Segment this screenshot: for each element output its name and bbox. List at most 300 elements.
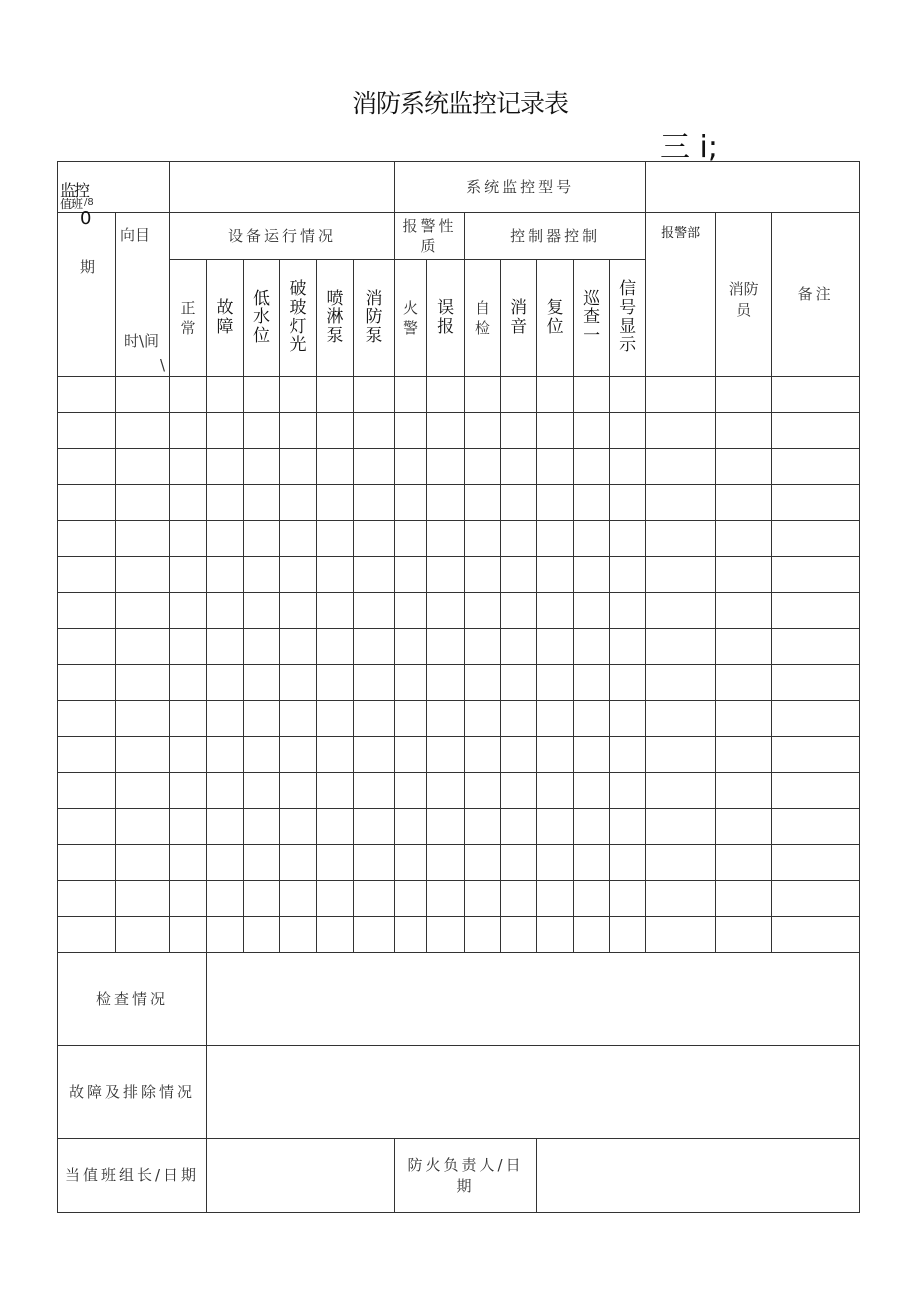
table-cell[interactable]: [646, 773, 716, 809]
table-cell[interactable]: [646, 917, 716, 953]
table-cell[interactable]: [170, 629, 207, 665]
table-cell[interactable]: [574, 485, 610, 521]
table-cell[interactable]: [716, 449, 772, 485]
table-cell[interactable]: [116, 809, 170, 845]
table-cell[interactable]: [772, 377, 860, 413]
table-cell[interactable]: [244, 413, 280, 449]
table-cell[interactable]: [244, 737, 280, 773]
table-cell[interactable]: [610, 377, 646, 413]
table-cell[interactable]: [610, 701, 646, 737]
table-cell[interactable]: [244, 665, 280, 701]
table-cell[interactable]: [501, 773, 537, 809]
table-cell[interactable]: [465, 701, 501, 737]
table-cell[interactable]: [207, 413, 244, 449]
table-cell[interactable]: [716, 629, 772, 665]
table-cell[interactable]: [772, 701, 860, 737]
table-cell[interactable]: [646, 413, 716, 449]
table-cell[interactable]: [58, 845, 116, 881]
table-cell[interactable]: [610, 845, 646, 881]
table-cell[interactable]: [170, 485, 207, 521]
table-cell[interactable]: [58, 809, 116, 845]
table-cell[interactable]: [317, 809, 354, 845]
table-row: [58, 449, 860, 485]
table-cell[interactable]: [772, 809, 860, 845]
table-cell[interactable]: [170, 665, 207, 701]
table-cell[interactable]: [170, 737, 207, 773]
table-cell[interactable]: [395, 917, 427, 953]
table-cell[interactable]: [317, 701, 354, 737]
table-cell[interactable]: [280, 413, 317, 449]
table-cell[interactable]: [354, 917, 395, 953]
table-cell[interactable]: [501, 809, 537, 845]
table-cell[interactable]: [116, 557, 170, 593]
table-cell[interactable]: [244, 521, 280, 557]
table-cell[interactable]: [501, 449, 537, 485]
table-cell[interactable]: [501, 701, 537, 737]
table-cell[interactable]: [116, 413, 170, 449]
table-cell[interactable]: [354, 701, 395, 737]
system-model-blank[interactable]: [170, 162, 395, 213]
table-cell[interactable]: [280, 593, 317, 629]
table-cell[interactable]: [574, 449, 610, 485]
table-cell[interactable]: [170, 917, 207, 953]
table-cell[interactable]: [354, 737, 395, 773]
table-cell[interactable]: [537, 881, 574, 917]
table-cell[interactable]: [772, 629, 860, 665]
table-cell[interactable]: [501, 737, 537, 773]
table-cell[interactable]: [395, 665, 427, 701]
table-cell[interactable]: [646, 377, 716, 413]
table-cell[interactable]: [537, 917, 574, 953]
table-cell[interactable]: [58, 881, 116, 917]
table-cell[interactable]: [574, 413, 610, 449]
inspection-input[interactable]: [207, 953, 860, 1046]
table-cell[interactable]: [716, 593, 772, 629]
table-cell[interactable]: [465, 557, 501, 593]
table-cell[interactable]: [354, 557, 395, 593]
table-cell[interactable]: [170, 593, 207, 629]
table-cell[interactable]: [465, 413, 501, 449]
table-cell[interactable]: [207, 377, 244, 413]
table-cell[interactable]: [116, 737, 170, 773]
table-cell[interactable]: [646, 593, 716, 629]
table-cell[interactable]: [501, 521, 537, 557]
table-cell[interactable]: [317, 629, 354, 665]
table-cell[interactable]: [395, 629, 427, 665]
table-cell[interactable]: [772, 413, 860, 449]
table-cell[interactable]: [465, 485, 501, 521]
table-cell[interactable]: [58, 521, 116, 557]
table-cell[interactable]: [207, 701, 244, 737]
table-cell[interactable]: [646, 485, 716, 521]
table-cell[interactable]: [716, 881, 772, 917]
table-cell[interactable]: [170, 413, 207, 449]
table-cell[interactable]: [395, 881, 427, 917]
table-row: [58, 773, 860, 809]
table-cell[interactable]: [465, 593, 501, 629]
table-cell[interactable]: [207, 557, 244, 593]
table-cell[interactable]: [58, 485, 116, 521]
table-cell[interactable]: [58, 593, 116, 629]
table-cell[interactable]: [244, 809, 280, 845]
table-cell[interactable]: [574, 377, 610, 413]
table-cell[interactable]: [207, 485, 244, 521]
table-cell[interactable]: [427, 629, 465, 665]
table-cell[interactable]: [716, 665, 772, 701]
table-cell[interactable]: [427, 665, 465, 701]
table-cell[interactable]: [427, 845, 465, 881]
table-cell[interactable]: [716, 917, 772, 953]
table-cell[interactable]: [317, 413, 354, 449]
table-cell[interactable]: [354, 809, 395, 845]
table-cell[interactable]: [772, 737, 860, 773]
table-cell[interactable]: [716, 701, 772, 737]
table-cell[interactable]: [772, 845, 860, 881]
table-cell[interactable]: [772, 557, 860, 593]
table-cell[interactable]: [537, 629, 574, 665]
table-cell[interactable]: [280, 809, 317, 845]
table-cell[interactable]: [207, 593, 244, 629]
table-cell[interactable]: [395, 449, 427, 485]
table-cell[interactable]: [170, 557, 207, 593]
table-cell[interactable]: [116, 701, 170, 737]
table-cell[interactable]: [537, 557, 574, 593]
table-cell[interactable]: [354, 377, 395, 413]
table-cell[interactable]: [427, 449, 465, 485]
table-cell[interactable]: [427, 737, 465, 773]
table-cell[interactable]: [207, 449, 244, 485]
table-cell[interactable]: [207, 629, 244, 665]
table-cell[interactable]: [574, 521, 610, 557]
table-cell[interactable]: [610, 485, 646, 521]
table-cell[interactable]: [354, 413, 395, 449]
table-cell[interactable]: [537, 701, 574, 737]
table-cell[interactable]: [610, 521, 646, 557]
table-cell[interactable]: [170, 521, 207, 557]
table-cell[interactable]: [646, 629, 716, 665]
table-row: [58, 485, 860, 521]
table-cell[interactable]: [354, 593, 395, 629]
table-cell[interactable]: [395, 557, 427, 593]
table-cell[interactable]: [610, 773, 646, 809]
table-cell[interactable]: [574, 845, 610, 881]
table-cell[interactable]: [207, 773, 244, 809]
table-cell[interactable]: [116, 449, 170, 485]
table-cell[interactable]: [280, 629, 317, 665]
table-cell[interactable]: [465, 881, 501, 917]
table-cell[interactable]: [501, 377, 537, 413]
table-cell[interactable]: [465, 737, 501, 773]
table-cell[interactable]: [354, 521, 395, 557]
table-cell[interactable]: [354, 773, 395, 809]
table-cell[interactable]: [465, 629, 501, 665]
table-cell[interactable]: [207, 521, 244, 557]
table-cell[interactable]: [716, 485, 772, 521]
table-cell[interactable]: [207, 917, 244, 953]
table-cell[interactable]: [574, 665, 610, 701]
table-cell[interactable]: [395, 809, 427, 845]
table-cell[interactable]: [395, 377, 427, 413]
table-cell[interactable]: [646, 881, 716, 917]
table-cell[interactable]: [317, 665, 354, 701]
table-cell[interactable]: [116, 593, 170, 629]
table-cell[interactable]: [58, 773, 116, 809]
table-cell[interactable]: [574, 917, 610, 953]
table-cell[interactable]: [772, 917, 860, 953]
table-cell[interactable]: [646, 449, 716, 485]
table-cell[interactable]: [354, 665, 395, 701]
table-cell[interactable]: [280, 701, 317, 737]
table-cell[interactable]: [427, 413, 465, 449]
table-cell[interactable]: [716, 737, 772, 773]
table-cell[interactable]: [465, 917, 501, 953]
table-cell[interactable]: [537, 521, 574, 557]
table-cell[interactable]: [280, 665, 317, 701]
table-cell[interactable]: [772, 449, 860, 485]
table-cell[interactable]: [280, 377, 317, 413]
table-cell[interactable]: [610, 629, 646, 665]
table-cell[interactable]: [427, 557, 465, 593]
fault-input[interactable]: [207, 1046, 860, 1139]
table-cell[interactable]: [501, 413, 537, 449]
table-cell[interactable]: [58, 917, 116, 953]
table-cell[interactable]: [772, 485, 860, 521]
table-cell[interactable]: [354, 485, 395, 521]
table-cell[interactable]: [317, 521, 354, 557]
table-cell[interactable]: [501, 917, 537, 953]
table-cell[interactable]: [244, 773, 280, 809]
corner-mark: /8: [84, 197, 94, 208]
table-cell[interactable]: [465, 377, 501, 413]
table-cell[interactable]: [574, 629, 610, 665]
table-cell[interactable]: [244, 701, 280, 737]
table-cell[interactable]: [280, 737, 317, 773]
table-cell[interactable]: [574, 737, 610, 773]
table-cell[interactable]: [116, 917, 170, 953]
table-cell[interactable]: [574, 809, 610, 845]
table-cell[interactable]: [116, 521, 170, 557]
table-cell[interactable]: [427, 809, 465, 845]
table-cell[interactable]: [610, 917, 646, 953]
table-cell[interactable]: [207, 881, 244, 917]
table-cell[interactable]: [501, 881, 537, 917]
table-cell[interactable]: [537, 737, 574, 773]
table-cell[interactable]: [574, 881, 610, 917]
table-cell[interactable]: [501, 845, 537, 881]
controller-group-header: 控制器控制: [465, 213, 646, 260]
table-cell[interactable]: [244, 629, 280, 665]
table-cell[interactable]: [395, 773, 427, 809]
table-cell[interactable]: [317, 737, 354, 773]
table-cell[interactable]: [58, 557, 116, 593]
table-cell[interactable]: [116, 845, 170, 881]
table-cell[interactable]: [244, 881, 280, 917]
table-cell[interactable]: [537, 449, 574, 485]
table-cell[interactable]: [244, 449, 280, 485]
table-cell[interactable]: [354, 449, 395, 485]
table-cell[interactable]: [427, 773, 465, 809]
table-cell[interactable]: [207, 737, 244, 773]
table-cell[interactable]: [716, 809, 772, 845]
table-cell[interactable]: [244, 917, 280, 953]
date-column-header: [58, 208, 116, 377]
table-cell[interactable]: [280, 485, 317, 521]
table-cell[interactable]: [716, 377, 772, 413]
table-cell[interactable]: [170, 881, 207, 917]
table-cell[interactable]: [317, 485, 354, 521]
table-cell[interactable]: [395, 521, 427, 557]
table-cell[interactable]: [317, 377, 354, 413]
table-cell[interactable]: [116, 485, 170, 521]
system-model-value[interactable]: [646, 162, 860, 213]
table-cell[interactable]: [537, 413, 574, 449]
table-cell[interactable]: [610, 881, 646, 917]
table-cell[interactable]: [244, 485, 280, 521]
table-cell[interactable]: [646, 701, 716, 737]
table-cell[interactable]: [501, 485, 537, 521]
table-cell[interactable]: [244, 557, 280, 593]
table-cell[interactable]: [610, 593, 646, 629]
table-cell[interactable]: [280, 845, 317, 881]
table-cell[interactable]: [395, 845, 427, 881]
table-cell[interactable]: [58, 449, 116, 485]
table-cell[interactable]: [537, 377, 574, 413]
table-cell[interactable]: [465, 845, 501, 881]
table-cell[interactable]: [427, 881, 465, 917]
table-cell[interactable]: [772, 881, 860, 917]
table-cell[interactable]: [170, 809, 207, 845]
table-cell[interactable]: [646, 521, 716, 557]
table-cell[interactable]: [395, 593, 427, 629]
table-cell[interactable]: [354, 629, 395, 665]
table-cell[interactable]: [646, 665, 716, 701]
table-cell[interactable]: [395, 737, 427, 773]
table-cell[interactable]: [244, 377, 280, 413]
table-cell[interactable]: [537, 773, 574, 809]
table-cell[interactable]: [170, 377, 207, 413]
table-cell[interactable]: [465, 521, 501, 557]
table-cell[interactable]: [58, 701, 116, 737]
table-cell[interactable]: [537, 845, 574, 881]
table-cell[interactable]: [501, 557, 537, 593]
table-cell[interactable]: [395, 485, 427, 521]
table-cell[interactable]: [58, 629, 116, 665]
table-cell[interactable]: [317, 881, 354, 917]
table-cell[interactable]: [610, 665, 646, 701]
table-cell[interactable]: [465, 773, 501, 809]
table-cell[interactable]: [610, 737, 646, 773]
table-cell[interactable]: [537, 809, 574, 845]
table-cell[interactable]: [317, 917, 354, 953]
table-cell[interactable]: [427, 377, 465, 413]
table-cell[interactable]: [116, 881, 170, 917]
fire-officer-input[interactable]: [537, 1139, 860, 1213]
table-cell[interactable]: [354, 845, 395, 881]
table-cell[interactable]: [716, 521, 772, 557]
table-cell[interactable]: [427, 917, 465, 953]
table-cell[interactable]: [610, 413, 646, 449]
table-cell[interactable]: [244, 845, 280, 881]
table-cell[interactable]: [537, 593, 574, 629]
table-cell[interactable]: [116, 773, 170, 809]
table-cell[interactable]: [646, 737, 716, 773]
table-cell[interactable]: [207, 665, 244, 701]
table-cell[interactable]: [395, 413, 427, 449]
table-cell[interactable]: [58, 413, 116, 449]
table-cell[interactable]: [427, 593, 465, 629]
table-cell[interactable]: [58, 737, 116, 773]
table-cell[interactable]: [716, 413, 772, 449]
table-cell[interactable]: [170, 701, 207, 737]
table-cell[interactable]: [58, 377, 116, 413]
table-cell[interactable]: [574, 773, 610, 809]
table-cell[interactable]: [427, 701, 465, 737]
table-cell[interactable]: [280, 557, 317, 593]
table-cell[interactable]: [280, 521, 317, 557]
table-cell[interactable]: [574, 557, 610, 593]
table-cell[interactable]: [280, 881, 317, 917]
table-cell[interactable]: [427, 521, 465, 557]
table-cell[interactable]: [646, 845, 716, 881]
table-cell[interactable]: [395, 701, 427, 737]
table-cell[interactable]: [772, 521, 860, 557]
table-cell[interactable]: [537, 665, 574, 701]
table-cell[interactable]: [716, 557, 772, 593]
table-cell[interactable]: [716, 845, 772, 881]
table-cell[interactable]: [317, 773, 354, 809]
table-cell[interactable]: [207, 809, 244, 845]
table-cell[interactable]: [716, 773, 772, 809]
table-cell[interactable]: [170, 773, 207, 809]
table-cell[interactable]: [317, 557, 354, 593]
table-cell[interactable]: [610, 557, 646, 593]
shift-leader-input[interactable]: [207, 1139, 395, 1213]
table-cell[interactable]: [317, 845, 354, 881]
table-cell[interactable]: [574, 701, 610, 737]
table-cell[interactable]: [116, 665, 170, 701]
table-cell[interactable]: [646, 557, 716, 593]
table-cell[interactable]: [772, 593, 860, 629]
table-cell[interactable]: [465, 665, 501, 701]
table-cell[interactable]: [465, 449, 501, 485]
table-cell[interactable]: [537, 485, 574, 521]
table-cell[interactable]: [207, 845, 244, 881]
table-cell[interactable]: [280, 449, 317, 485]
table-cell[interactable]: [772, 665, 860, 701]
table-cell[interactable]: [646, 809, 716, 845]
table-cell[interactable]: [317, 593, 354, 629]
table-cell[interactable]: [317, 449, 354, 485]
table-cell[interactable]: [465, 809, 501, 845]
table-cell[interactable]: [280, 917, 317, 953]
table-cell[interactable]: [58, 665, 116, 701]
table-cell[interactable]: [610, 449, 646, 485]
table-cell[interactable]: [116, 629, 170, 665]
table-cell[interactable]: [170, 845, 207, 881]
table-cell[interactable]: [610, 809, 646, 845]
table-cell[interactable]: [280, 773, 317, 809]
table-cell[interactable]: [354, 881, 395, 917]
table-cell[interactable]: [427, 485, 465, 521]
table-cell[interactable]: [501, 593, 537, 629]
table-cell[interactable]: [574, 593, 610, 629]
table-cell[interactable]: [772, 773, 860, 809]
table-cell[interactable]: [116, 377, 170, 413]
table-cell[interactable]: [170, 449, 207, 485]
table-cell[interactable]: [244, 593, 280, 629]
table-cell[interactable]: [501, 629, 537, 665]
table-cell[interactable]: [501, 665, 537, 701]
